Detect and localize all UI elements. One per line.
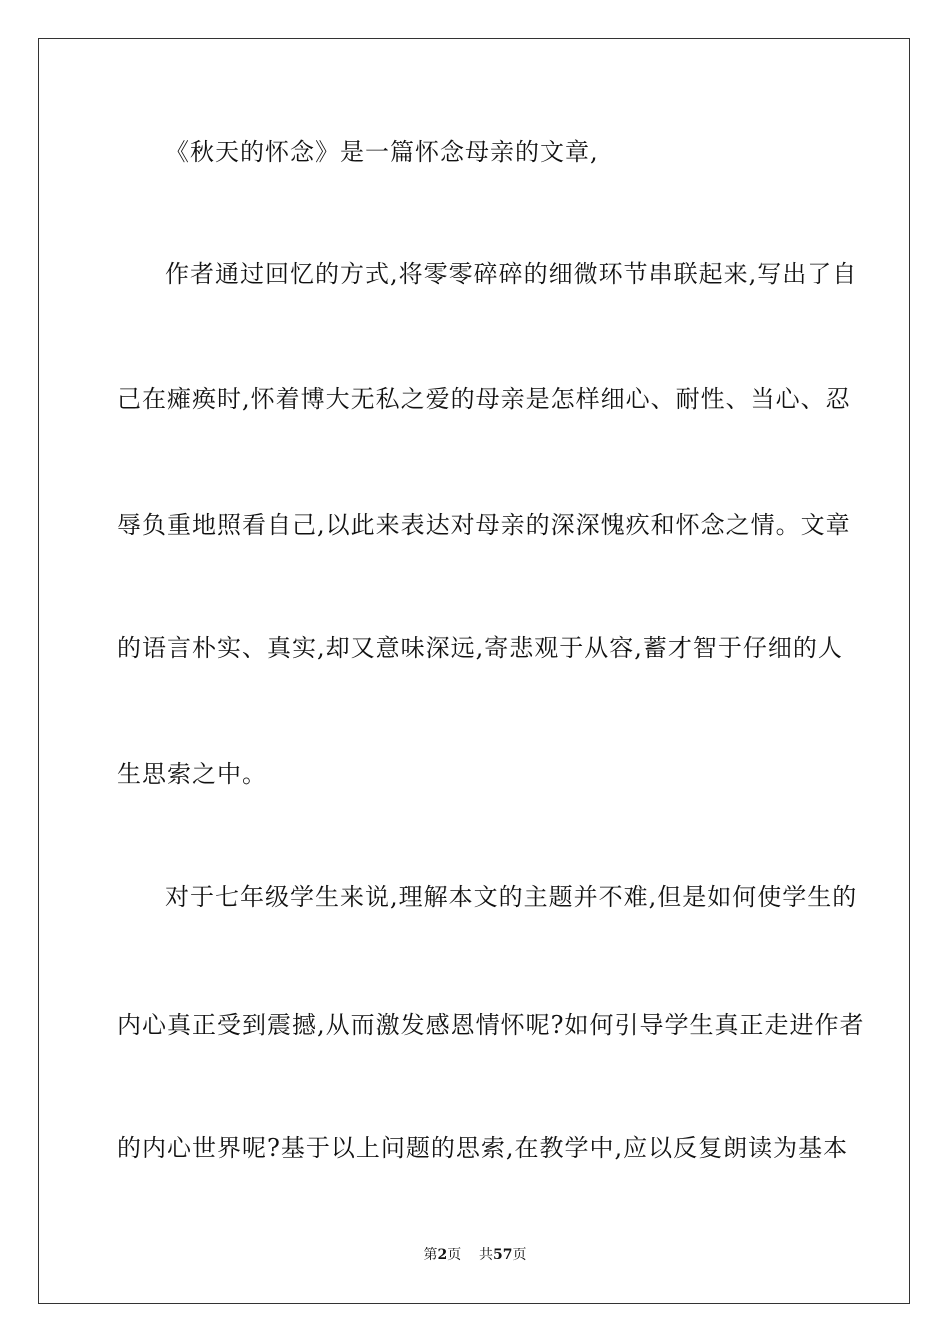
paragraph-line: 辱负重地照看自己,以此来表达对母亲的深深愧疚和怀念之情。文章 [117,511,851,539]
page-number-label: 第2页 [423,1247,462,1263]
paragraph-line: 的内心世界呢?基于以上问题的思索,在教学中,应以反复朗读为基本 [117,1134,849,1162]
paragraph-line: 己在瘫痪时,怀着博大无私之爱的母亲是怎样细心、耐性、当心、忍 [117,385,851,413]
page-border [38,38,910,1304]
paragraph-line: 作者通过回忆的方式,将零零碎碎的细微环节串联起来,写出了自 [165,260,858,288]
paragraph-line: 对于七年级学生来说,理解本文的主题并不难,但是如何使学生的 [165,883,858,911]
total-pages-label: 共57页 [479,1247,527,1263]
paragraph-line: 生思索之中。 [117,760,267,788]
paragraph-line: 《秋天的怀念》是一篇怀念母亲的文章, [165,138,599,166]
paragraph-line: 内心真正受到震撼,从而激发感恩情怀呢?如何引导学生真正走进作者 [117,1011,865,1039]
paragraph-line: 的语言朴实、真实,却又意味深远,寄悲观于从容,蓄才智于仔细的人 [117,634,843,662]
page-footer [0,1246,950,1264]
